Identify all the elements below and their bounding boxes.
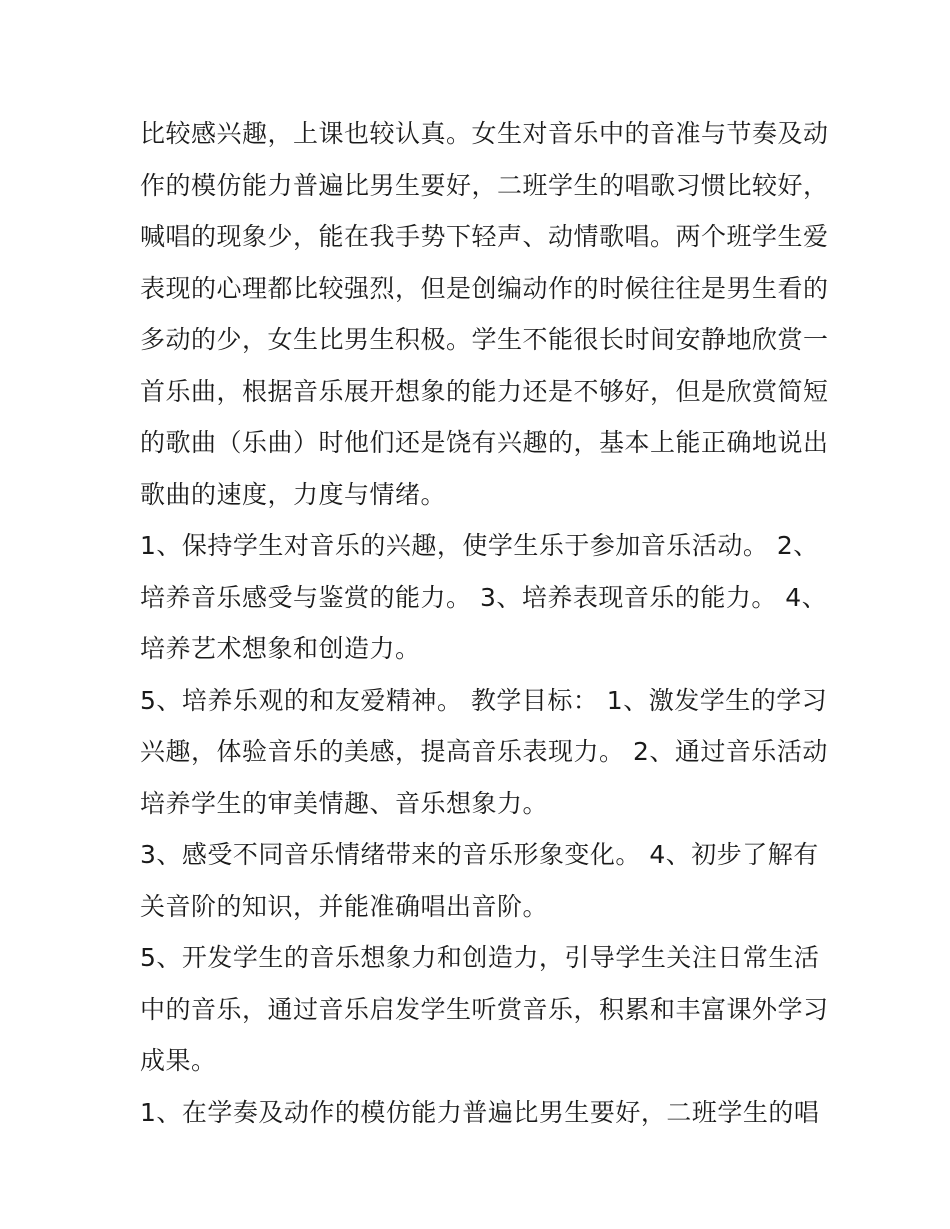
text-line: 中的音乐，通过音乐启发学生听赏音乐，积累和丰富课外学习 <box>140 994 829 1024</box>
text-line: 成果。 <box>140 1046 217 1075</box>
text-line: 3、感受不同音乐情绪带来的音乐形象变化。 4、初步了解有 <box>140 840 819 869</box>
text-line: 的歌曲（乐曲）时他们还是饶有兴趣的，基本上能正确地说出 <box>140 428 829 457</box>
text-line: 5、培养乐观的和友爱精神。 教学目标： 1、激发学生的学习 <box>140 685 828 715</box>
text-line: 作的模仿能力普遍比男生要好，二班学生的唱歌习惯比较好， <box>140 170 829 200</box>
text-line: 培养学生的审美情趣、音乐想象力。 <box>140 788 549 818</box>
text-line: 5、开发学生的音乐想象力和创造力，引导学生关注日常生活 <box>140 943 820 972</box>
text-line: 比较感兴趣，上课也较认真。女生对音乐中的音准与节奏及动 <box>140 119 829 148</box>
text-line: 兴趣，体验音乐的美感，提高音乐表现力。 2、通过音乐活动 <box>140 737 828 766</box>
text-line: 1、保持学生对音乐的兴趣，使学生乐于参加音乐活动。 2、 <box>140 531 819 560</box>
text-line: 歌曲的速度，力度与情绪。 <box>140 479 447 509</box>
text-line: 首乐曲，根据音乐展开想象的能力还是不够好，但是欣赏简短 <box>140 376 829 406</box>
body-text <box>140 108 829 1138</box>
text-line: 关音阶的知识，并能准确唱出音阶。 <box>140 891 549 921</box>
text-line: 多动的少，女生比男生积极。学生不能很长时间安静地欣赏一 <box>140 325 829 354</box>
text-line: 1、在学奏及动作的模仿能力普遍比男生要好，二班学生的唱 <box>140 1097 820 1127</box>
text-line: 培养音乐感受与鉴赏的能力。 3、培养表现音乐的能力。 4、 <box>140 582 828 612</box>
text-line: 表现的心理都比较强烈，但是创编动作的时候往往是男生看的 <box>140 273 829 303</box>
text-line: 培养艺术想象和创造力。 <box>140 634 421 663</box>
text-line: 喊唱的现象少，能在我手势下轻声、动情歌唱。两个班学生爱 <box>140 222 829 251</box>
